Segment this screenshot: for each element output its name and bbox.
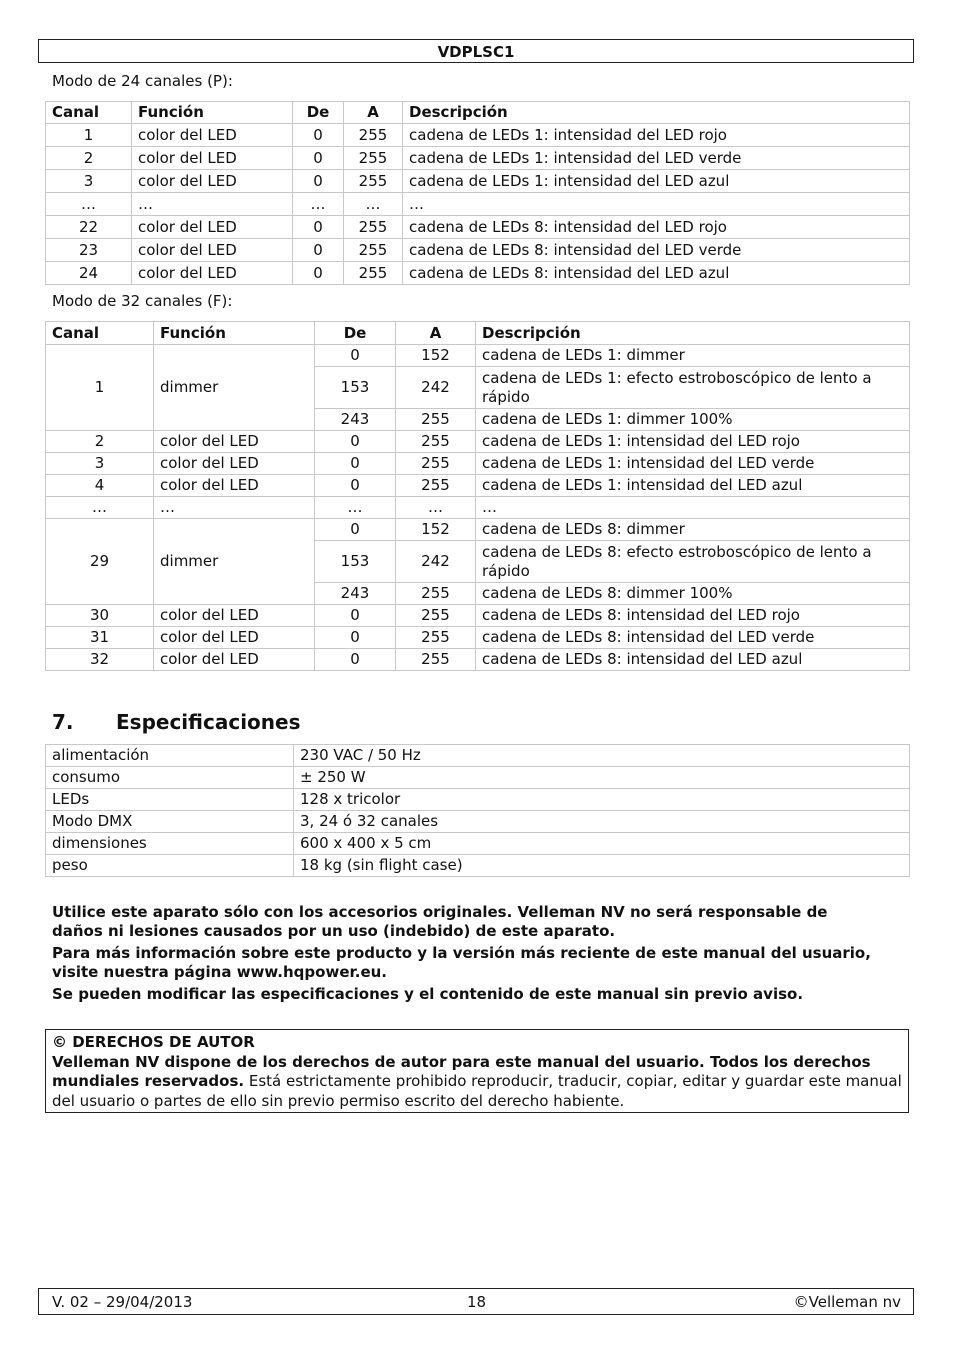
col-header: Canal <box>46 102 132 124</box>
copyright-normal-text: Está estrictamente prohibido reproducir, traducir, copiar, editar y guardar este manual del usuario o partes de ello sin previo permiso escrito del derecho habiente. <box>52 1072 902 1110</box>
table-row <box>46 431 910 453</box>
col-header: De <box>293 102 344 124</box>
table-cell: 18 kg (sin flight case) <box>294 855 910 877</box>
table-row <box>46 193 910 216</box>
col-header: Descripción <box>403 102 910 124</box>
table-cell: color del LED <box>154 475 315 497</box>
table-cell: dimmer <box>154 519 315 605</box>
col-header: De <box>315 322 396 345</box>
table-row <box>46 262 910 285</box>
table-row <box>46 519 910 541</box>
mode24-caption: Modo de 24 canales (P): <box>52 72 233 90</box>
col-header: Canal <box>46 322 154 345</box>
table-cell: cadena de LEDs 8: intensidad del LED verde <box>403 239 910 262</box>
table-row <box>46 239 910 262</box>
table-cell: 255 <box>396 627 476 649</box>
table-cell: 152 <box>396 519 476 541</box>
table-cell: 0 <box>315 431 396 453</box>
table-cell: 255 <box>396 605 476 627</box>
table-cell: cadena de LEDs 8: efecto estroboscópico de lento a rápido <box>476 541 910 583</box>
table-cell: 0 <box>315 519 396 541</box>
table-cell: 153 <box>315 541 396 583</box>
notes-block <box>52 903 882 1007</box>
table-cell: color del LED <box>154 649 315 671</box>
table-cell: 31 <box>46 627 154 649</box>
specs-table <box>45 744 910 877</box>
table-cell: dimmer <box>154 345 315 431</box>
table-cell: … <box>403 193 910 216</box>
table-cell: 3 <box>46 170 132 193</box>
table-row <box>46 475 910 497</box>
col-header: A <box>344 102 403 124</box>
col-header: Función <box>154 322 315 345</box>
table-cell: cadena de LEDs 8: intensidad del LED azul <box>403 262 910 285</box>
table-cell: 2 <box>46 431 154 453</box>
section-heading <box>52 710 301 734</box>
col-header: Función <box>132 102 293 124</box>
table-cell: 0 <box>315 605 396 627</box>
table-cell: … <box>132 193 293 216</box>
table-cell: cadena de LEDs 8: intensidad del LED verde <box>476 627 910 649</box>
table-row <box>46 147 910 170</box>
table-cell: 3 <box>46 453 154 475</box>
table-row <box>46 833 910 855</box>
mode24-table <box>45 101 910 285</box>
table-cell: … <box>154 497 315 519</box>
table-cell: LEDs <box>46 789 294 811</box>
table-cell: peso <box>46 855 294 877</box>
table-cell: dimensiones <box>46 833 294 855</box>
table-cell: 0 <box>293 147 344 170</box>
table-cell: … <box>315 497 396 519</box>
table-cell: 3, 24 ó 32 canales <box>294 811 910 833</box>
table-cell: ± 250 W <box>294 767 910 789</box>
document-header <box>38 39 914 63</box>
table-cell: cadena de LEDs 1: intensidad del LED rojo <box>403 124 910 147</box>
copyright-bold-text: Velleman NV dispone de los derechos de autor para este manual del usuario. Todos los derechos mundiales reservados. <box>52 1052 871 1090</box>
table-row <box>46 811 910 833</box>
table-cell: 1 <box>46 345 154 431</box>
table-row <box>46 453 910 475</box>
table-cell: Modo DMX <box>46 811 294 833</box>
col-header: A <box>396 322 476 345</box>
section-number: 7. <box>52 710 74 734</box>
table-cell: cadena de LEDs 1: dimmer 100% <box>476 409 910 431</box>
table-cell: 255 <box>396 409 476 431</box>
copyright-text <box>52 1053 902 1112</box>
table-cell: 242 <box>396 367 476 409</box>
table-cell: 255 <box>396 649 476 671</box>
table-cell: 0 <box>315 345 396 367</box>
table-row <box>46 216 910 239</box>
table-cell: 255 <box>344 147 403 170</box>
table-cell: 0 <box>315 649 396 671</box>
table-row <box>46 855 910 877</box>
table-row <box>46 170 910 193</box>
table-cell: 29 <box>46 519 154 605</box>
table-row <box>46 745 910 767</box>
model-name: VDPLSC1 <box>437 43 515 61</box>
note-paragraph: Se pueden modificar las especificaciones y el contenido de este manual sin previo aviso. <box>52 985 804 1003</box>
table-row <box>46 124 910 147</box>
table-cell: 152 <box>396 345 476 367</box>
table-cell: 1 <box>46 124 132 147</box>
table-row <box>46 497 910 519</box>
table-cell: … <box>46 497 154 519</box>
table-cell: … <box>396 497 476 519</box>
table-cell: color del LED <box>132 262 293 285</box>
col-header: Descripción <box>476 322 910 345</box>
table-cell: color del LED <box>132 216 293 239</box>
mode32-caption: Modo de 32 canales (F): <box>52 292 233 310</box>
table-cell: … <box>46 193 132 216</box>
copyright-title: © DERECHOS DE AUTOR <box>52 1033 255 1051</box>
table-cell: 255 <box>344 124 403 147</box>
table-row <box>46 345 910 367</box>
table-cell: 255 <box>396 453 476 475</box>
table-cell: 255 <box>396 583 476 605</box>
table-cell: 0 <box>293 124 344 147</box>
table-cell: 255 <box>344 216 403 239</box>
table-cell: cadena de LEDs 1: intensidad del LED verde <box>476 453 910 475</box>
table-cell: … <box>293 193 344 216</box>
footer-page-number: 18 <box>467 1293 487 1311</box>
table-cell: … <box>344 193 403 216</box>
table-cell: 255 <box>396 475 476 497</box>
table-cell: color del LED <box>132 170 293 193</box>
table-cell: cadena de LEDs 8: dimmer <box>476 519 910 541</box>
table-row <box>46 649 910 671</box>
table-cell: 0 <box>293 262 344 285</box>
table-cell: 30 <box>46 605 154 627</box>
table-cell: color del LED <box>154 627 315 649</box>
table-cell: cadena de LEDs 8: intensidad del LED rojo <box>476 605 910 627</box>
table-cell: cadena de LEDs 8: dimmer 100% <box>476 583 910 605</box>
table-cell: cadena de LEDs 8: intensidad del LED rojo <box>403 216 910 239</box>
table-cell: cadena de LEDs 1: intensidad del LED azul <box>403 170 910 193</box>
table-cell: … <box>476 497 910 519</box>
table-cell: color del LED <box>154 431 315 453</box>
copyright-box <box>45 1029 909 1113</box>
table-cell: 243 <box>315 409 396 431</box>
table-cell: cadena de LEDs 1: intensidad del LED azul <box>476 475 910 497</box>
table-cell: consumo <box>46 767 294 789</box>
note-paragraph: Utilice este aparato sólo con los accesorios originales. Velleman NV no será responsable de daños ni lesiones causados por un uso (indebido) de este aparato. <box>52 903 828 940</box>
table-cell: 0 <box>315 627 396 649</box>
section-title: Especificaciones <box>116 710 301 734</box>
mode32-table <box>45 321 910 671</box>
table-cell: 0 <box>293 170 344 193</box>
table-cell: 22 <box>46 216 132 239</box>
footer-version: V. 02 – 29/04/2013 <box>52 1293 193 1311</box>
table-cell: cadena de LEDs 1: efecto estroboscópico de lento a rápido <box>476 367 910 409</box>
table-cell: 255 <box>344 262 403 285</box>
table-row <box>46 789 910 811</box>
table-cell: 0 <box>315 453 396 475</box>
table-cell: color del LED <box>132 239 293 262</box>
table-cell: 255 <box>396 431 476 453</box>
table-cell: color del LED <box>154 453 315 475</box>
table-row <box>46 605 910 627</box>
table-cell: alimentación <box>46 745 294 767</box>
table-cell: cadena de LEDs 8: intensidad del LED azul <box>476 649 910 671</box>
table-cell: 242 <box>396 541 476 583</box>
table-cell: 128 x tricolor <box>294 789 910 811</box>
table-cell: 230 VAC / 50 Hz <box>294 745 910 767</box>
table-cell: 600 x 400 x 5 cm <box>294 833 910 855</box>
table-cell: 24 <box>46 262 132 285</box>
table-cell: 0 <box>315 475 396 497</box>
table-cell: 0 <box>293 216 344 239</box>
table-row <box>46 627 910 649</box>
table-cell: 2 <box>46 147 132 170</box>
document-footer <box>38 1288 914 1315</box>
table-cell: cadena de LEDs 1: dimmer <box>476 345 910 367</box>
table-cell: 4 <box>46 475 154 497</box>
note-paragraph: Para más información sobre este producto y la versión más reciente de este manual del usuario, visite nuestra página www.hqpower.eu. <box>52 944 871 981</box>
table-row <box>46 767 910 789</box>
table-cell: 0 <box>293 239 344 262</box>
table-cell: cadena de LEDs 1: intensidad del LED rojo <box>476 431 910 453</box>
table-cell: color del LED <box>132 147 293 170</box>
table-cell: color del LED <box>132 124 293 147</box>
table-cell: cadena de LEDs 1: intensidad del LED verde <box>403 147 910 170</box>
table-cell: color del LED <box>154 605 315 627</box>
footer-brand: ©Velleman nv <box>793 1293 901 1311</box>
table-cell: 255 <box>344 170 403 193</box>
table-cell: 255 <box>344 239 403 262</box>
table-cell: 32 <box>46 649 154 671</box>
table-cell: 153 <box>315 367 396 409</box>
table-cell: 243 <box>315 583 396 605</box>
table-cell: 23 <box>46 239 132 262</box>
